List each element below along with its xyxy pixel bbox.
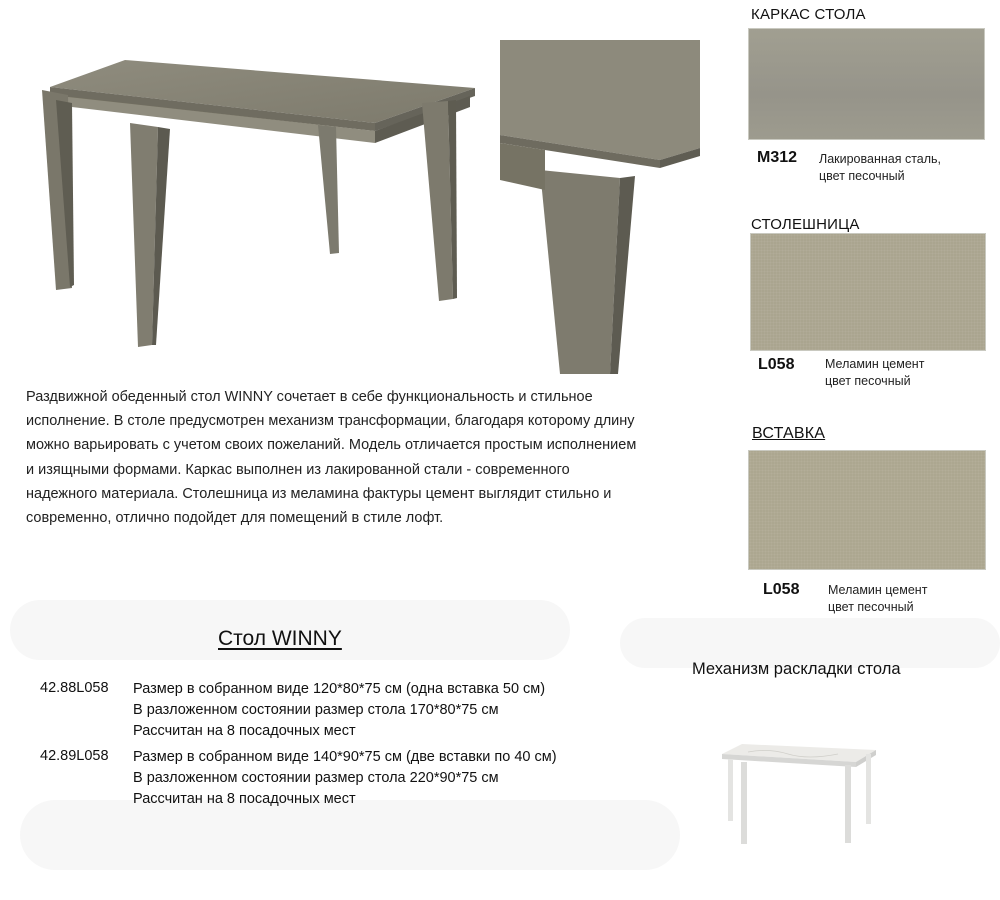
swatch-tabletop-color bbox=[750, 233, 986, 351]
product-description bbox=[26, 385, 686, 530]
spec-line: В разложенном состоянии размер стола 220*90*75 см bbox=[133, 770, 499, 786]
material-desc-insert bbox=[828, 582, 927, 616]
material-desc-line: Меламин цемент bbox=[825, 357, 925, 371]
spec-line: В разложенном состоянии размер стола 170*80*75 см bbox=[133, 702, 499, 718]
mechanism-title: Механизм раскладки стола bbox=[692, 660, 901, 678]
section-title-tabletop: СТОЛЕШНИЦА bbox=[751, 216, 860, 233]
material-desc-line: цвет песочный bbox=[825, 374, 911, 388]
material-code-insert: L058 bbox=[763, 581, 800, 598]
material-desc-line: Меламин цемент bbox=[828, 583, 928, 597]
background-shape bbox=[20, 800, 680, 870]
variant-specs bbox=[133, 679, 545, 742]
spec-line: Рассчитан на 8 посадочных мест bbox=[133, 723, 356, 739]
material-desc-line: Лакированная сталь, bbox=[819, 152, 942, 166]
section-title-frame: КАРКАС СТОЛА bbox=[751, 6, 866, 23]
material-code-tabletop: L058 bbox=[758, 356, 795, 373]
swatch-frame-color bbox=[748, 28, 985, 140]
product-title: Стол WINNY bbox=[218, 627, 342, 650]
spec-line: Размер в собранном виде 140*90*75 см (две вставки по 40 см) bbox=[133, 749, 557, 765]
description-line: надежного материала. Столешница из меламина фактуры цемент выглядит стильно и bbox=[26, 485, 612, 502]
material-desc-line: цвет песочный bbox=[819, 169, 905, 183]
material-desc-line: цвет песочный bbox=[828, 600, 914, 614]
variant-article: 42.88L058 bbox=[40, 680, 109, 696]
material-desc-frame bbox=[819, 151, 941, 185]
spec-line: Размер в собранном виде 120*80*75 см (одна вставка 50 см) bbox=[133, 681, 546, 697]
description-line: и изящными формами. Каркас выполнен из лакированной стали - современного bbox=[26, 461, 570, 478]
variant-specs bbox=[133, 747, 557, 810]
extended-table-image bbox=[718, 740, 878, 846]
material-code-frame: M312 bbox=[757, 149, 798, 166]
description-line: можно варьировать с учетом своих пожеланий. Модель отличается простым исполнением bbox=[26, 437, 637, 454]
swatch-insert-color bbox=[748, 450, 986, 570]
table-corner-detail-image bbox=[500, 40, 700, 374]
spec-line: Рассчитан на 8 посадочных мест bbox=[133, 791, 356, 807]
description-line: Раздвижной обеденный стол WINNY сочетает в себе функциональность и стильное bbox=[26, 389, 593, 405]
section-title-insert: ВСТАВКА bbox=[752, 425, 826, 442]
variant-article: 42.89L058 bbox=[40, 748, 109, 764]
material-desc-tabletop bbox=[825, 356, 924, 390]
description-line: современно, отлично подойдет для помещений в стиле лофт. bbox=[26, 510, 444, 527]
description-line: исполнение. В столе предусмотрен механизм трансформации, благодаря которому длину bbox=[26, 413, 635, 430]
table-main-image bbox=[30, 55, 480, 355]
